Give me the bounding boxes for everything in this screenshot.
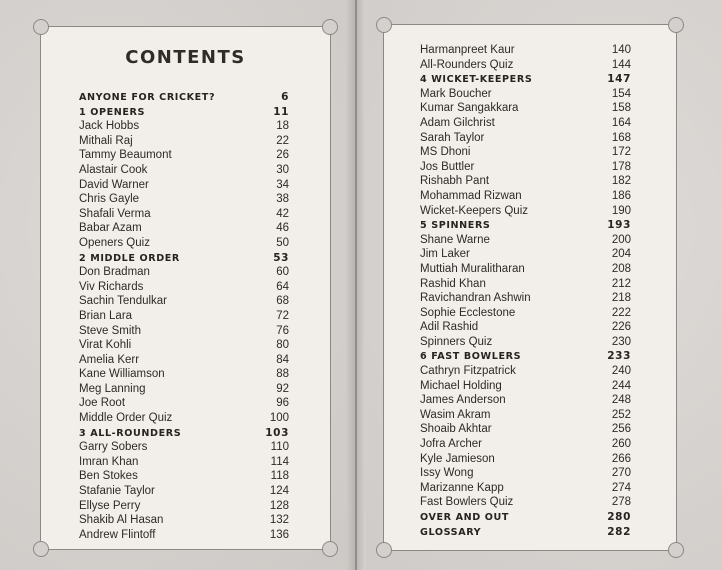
toc-entry <box>79 367 289 382</box>
corner-notch <box>322 19 338 35</box>
toc-entry <box>79 294 289 309</box>
toc-entry <box>420 291 631 306</box>
toc-page-number: 190 <box>611 204 631 217</box>
toc-page-number: 80 <box>276 339 289 352</box>
toc-entry-label: 1 OPENERS <box>79 106 146 118</box>
contents-panel-right <box>383 24 677 551</box>
toc-entry <box>79 163 289 178</box>
toc-entry <box>420 277 631 292</box>
toc-entry-label: Mark Boucher <box>420 87 492 100</box>
toc-list-left <box>79 90 289 542</box>
toc-entry-label: Wicket-Keepers Quiz <box>420 204 529 217</box>
toc-page-number: 34 <box>276 178 289 191</box>
toc-entry <box>420 320 631 335</box>
toc-entry <box>420 422 631 437</box>
toc-section-heading <box>79 251 289 266</box>
corner-notch <box>668 17 684 33</box>
toc-entry-label: Ben Stokes <box>79 470 138 483</box>
toc-entry-label: Meg Lanning <box>79 382 146 395</box>
toc-entry-label: Michael Holding <box>420 379 502 392</box>
toc-entry <box>420 452 631 467</box>
toc-page-number: 204 <box>611 248 631 261</box>
toc-entry-label: Rashid Khan <box>420 277 486 290</box>
toc-entry-label: Babar Azam <box>79 222 142 235</box>
toc-entry <box>79 119 289 134</box>
toc-entry-label: Adil Rashid <box>420 321 479 334</box>
toc-entry <box>420 364 631 379</box>
toc-entry <box>79 396 289 411</box>
toc-entry <box>79 134 289 149</box>
toc-page-number: 154 <box>611 87 631 100</box>
toc-entry-label: Shafali Verma <box>79 207 151 220</box>
toc-entry-label: Muttiah Muralitharan <box>420 262 525 275</box>
corner-notch <box>322 541 338 557</box>
toc-entry-label: Brian Lara <box>79 309 133 322</box>
toc-entry-label: 2 MIDDLE ORDER <box>79 252 180 264</box>
toc-page-number: 132 <box>269 514 289 527</box>
toc-entry <box>79 324 289 339</box>
toc-page-number: 212 <box>611 277 631 290</box>
toc-entry <box>420 481 631 496</box>
toc-entry-label: Shoaib Akhtar <box>420 423 492 436</box>
toc-page-number: 218 <box>611 292 631 305</box>
toc-entry-label: Ellyse Perry <box>79 499 141 512</box>
toc-entry-label: Mithali Raj <box>79 134 133 147</box>
toc-section-heading <box>79 90 289 105</box>
toc-page-number: 256 <box>611 423 631 436</box>
toc-page-number: 76 <box>276 324 289 337</box>
toc-page-number: 88 <box>276 368 289 381</box>
toc-entry <box>79 178 289 193</box>
toc-page-number: 233 <box>607 350 631 363</box>
toc-entry-label: Rishabh Pant <box>420 175 490 188</box>
page-title: CONTENTS <box>125 47 246 68</box>
toc-page-number: 72 <box>276 309 289 322</box>
toc-entry-label: All-Rounders Quiz <box>420 58 514 71</box>
toc-page-number: 140 <box>611 44 631 56</box>
toc-entry-label: David Warner <box>79 178 149 191</box>
toc-entry <box>420 43 631 58</box>
toc-section-heading <box>79 426 289 441</box>
toc-page-number: 103 <box>265 426 289 439</box>
toc-page-number: 22 <box>276 134 289 147</box>
toc-page-number: 182 <box>611 175 631 188</box>
toc-page-number: 158 <box>611 102 631 115</box>
toc-entry-label: Don Bradman <box>79 266 150 279</box>
toc-entry-label: Wasim Akram <box>420 408 491 421</box>
toc-entry <box>79 528 289 543</box>
toc-page-number: 240 <box>611 365 631 378</box>
toc-entry-label: Spinners Quiz <box>420 335 493 348</box>
toc-entry <box>420 174 631 189</box>
toc-entry-label: Jos Buttler <box>420 160 475 173</box>
toc-entry-label: 5 SPINNERS <box>420 220 491 232</box>
toc-entry-label: MS Dhoni <box>420 146 471 159</box>
toc-entry-label: 3 ALL-ROUNDERS <box>79 427 182 439</box>
toc-entry-label: Sophie Ecclestone <box>420 306 516 319</box>
toc-page-number: 226 <box>611 321 631 334</box>
toc-entry <box>79 382 289 397</box>
toc-entry-label: OVER AND OUT <box>420 512 510 523</box>
corner-notch <box>33 19 49 35</box>
toc-entry-label: Jim Laker <box>420 248 470 261</box>
toc-entry-label: Alastair Cook <box>79 163 148 176</box>
toc-entry <box>79 221 289 236</box>
toc-page-number: 11 <box>273 105 289 118</box>
contents-panel-left <box>40 26 331 550</box>
toc-page-number: 260 <box>611 438 631 451</box>
toc-entry-label: Steve Smith <box>79 324 141 337</box>
toc-entry <box>420 335 631 350</box>
toc-page-number: 84 <box>276 353 289 366</box>
toc-entry-label: Cathryn Fitzpatrick <box>420 365 516 378</box>
toc-page-number: 6 <box>281 91 289 103</box>
toc-entry-label: Jofra Archer <box>420 438 482 451</box>
toc-entry-label: Shane Warne <box>420 233 490 246</box>
toc-page-number: 244 <box>611 379 631 392</box>
toc-entry <box>420 247 631 262</box>
toc-entry-label: Middle Order Quiz <box>79 412 173 425</box>
toc-entry <box>79 484 289 499</box>
toc-entry <box>420 495 631 510</box>
toc-page-number: 53 <box>273 251 289 264</box>
toc-page-number: 18 <box>276 120 289 133</box>
toc-entry <box>79 265 289 280</box>
toc-entry-label: Kyle Jamieson <box>420 452 495 465</box>
toc-entry <box>79 280 289 295</box>
corner-notch <box>376 17 392 33</box>
toc-page-number: 200 <box>611 233 631 246</box>
toc-entry-label: Kane Williamson <box>79 368 165 381</box>
toc-entry <box>420 189 631 204</box>
toc-entry <box>79 353 289 368</box>
toc-entry-label: Imran Khan <box>79 455 139 468</box>
toc-page-number: 64 <box>276 280 289 293</box>
toc-entry <box>420 145 631 160</box>
toc-page-number: 92 <box>276 382 289 395</box>
toc-page-number: 164 <box>611 116 631 129</box>
toc-section-heading <box>420 349 631 364</box>
toc-entry-label: Ravichandran Ashwin <box>420 292 531 305</box>
toc-entry-label: 4 WICKET-KEEPERS <box>420 74 533 86</box>
toc-list-right <box>420 43 631 539</box>
toc-entry <box>79 236 289 251</box>
toc-entry-label: James Anderson <box>420 394 506 407</box>
toc-page-number: 178 <box>611 160 631 173</box>
toc-section-heading <box>420 218 631 233</box>
toc-entry-label: ANYONE FOR CRICKET? <box>79 92 216 103</box>
toc-entry-label: Stafanie Taylor <box>79 485 155 498</box>
toc-page-number: 172 <box>611 146 631 159</box>
toc-entry-label: Shakib Al Hasan <box>79 514 164 527</box>
toc-entry-label: Viv Richards <box>79 280 144 293</box>
toc-page-number: 280 <box>607 511 631 523</box>
toc-page-number: 124 <box>269 485 289 498</box>
toc-entry <box>420 131 631 146</box>
toc-page-number: 100 <box>269 412 289 425</box>
toc-entry <box>420 437 631 452</box>
toc-page-number: 42 <box>276 207 289 220</box>
toc-entry-label: Jack Hobbs <box>79 120 140 133</box>
toc-entry-label: Chris Gayle <box>79 193 140 206</box>
toc-page-number: 186 <box>611 189 631 202</box>
toc-page-number: 118 <box>270 470 289 483</box>
toc-page-number: 147 <box>607 73 631 86</box>
toc-entry-label: Tammy Beaumont <box>79 149 172 162</box>
corner-notch <box>33 541 49 557</box>
toc-entry-label: Openers Quiz <box>79 236 150 249</box>
toc-entry <box>420 408 631 423</box>
toc-page-number: 26 <box>276 149 289 162</box>
toc-entry-label: 6 FAST BOWLERS <box>420 351 522 363</box>
toc-page-number: 68 <box>276 295 289 308</box>
toc-entry <box>420 306 631 321</box>
toc-page-number: 230 <box>611 335 631 348</box>
toc-page-number: 222 <box>611 306 631 319</box>
toc-page-number: 50 <box>276 236 289 249</box>
toc-section-heading <box>420 510 631 525</box>
toc-page-number: 168 <box>611 131 631 144</box>
toc-entry <box>79 338 289 353</box>
toc-section-heading <box>420 72 631 87</box>
toc-entry-label: Marizanne Kapp <box>420 481 504 494</box>
toc-entry <box>420 233 631 248</box>
toc-entry-label: Sarah Taylor <box>420 131 485 144</box>
toc-entry <box>420 204 631 219</box>
toc-entry-label: Amelia Kerr <box>79 353 140 366</box>
toc-entry <box>79 455 289 470</box>
toc-entry <box>79 469 289 484</box>
toc-entry-label: GLOSSARY <box>420 526 482 538</box>
toc-page-number: 136 <box>269 528 289 541</box>
toc-entry <box>420 101 631 116</box>
book-gutter <box>346 0 366 570</box>
toc-entry <box>420 393 631 408</box>
toc-entry <box>420 116 631 131</box>
toc-page-number: 274 <box>611 481 631 494</box>
toc-page-number: 46 <box>276 222 289 235</box>
toc-page-number: 60 <box>276 266 289 279</box>
toc-entry <box>79 192 289 207</box>
toc-entry-label: Harmanpreet Kaur <box>420 44 515 56</box>
toc-entry-label: Adam Gilchrist <box>420 116 495 129</box>
toc-entry <box>79 440 289 455</box>
toc-page-number: 110 <box>270 441 289 454</box>
corner-notch <box>668 542 684 558</box>
toc-entry-label: Virat Kohli <box>79 339 132 352</box>
toc-entry <box>420 87 631 102</box>
toc-page-number: 144 <box>611 58 631 71</box>
toc-page-number: 96 <box>276 397 289 410</box>
toc-page-number: 248 <box>611 394 631 407</box>
toc-entry <box>420 58 631 73</box>
toc-page-number: 114 <box>270 455 289 468</box>
corner-notch <box>376 542 392 558</box>
toc-entry-label: Andrew Flintoff <box>79 528 156 541</box>
toc-section-heading <box>79 105 289 120</box>
toc-page-number: 278 <box>611 496 631 509</box>
toc-page-number: 252 <box>611 408 631 421</box>
toc-entry <box>79 513 289 528</box>
toc-page-number: 282 <box>607 525 631 538</box>
toc-entry <box>420 379 631 394</box>
toc-entry-label: Joe Root <box>79 397 126 410</box>
toc-entry <box>79 499 289 514</box>
toc-section-heading <box>420 525 631 540</box>
toc-entry-label: Fast Bowlers Quiz <box>420 496 514 509</box>
toc-page-number: 270 <box>611 467 631 480</box>
toc-entry-label: Sachin Tendulkar <box>79 295 168 308</box>
toc-entry <box>79 309 289 324</box>
toc-page-number: 38 <box>276 193 289 206</box>
toc-page-number: 128 <box>269 499 289 512</box>
toc-page-number: 30 <box>276 163 289 176</box>
toc-entry-label: Garry Sobers <box>79 441 148 454</box>
toc-entry <box>420 262 631 277</box>
toc-entry <box>420 466 631 481</box>
toc-page-number: 266 <box>611 452 631 465</box>
toc-entry <box>79 411 289 426</box>
toc-entry-label: Issy Wong <box>420 467 474 480</box>
toc-entry <box>79 207 289 222</box>
toc-page-number: 208 <box>611 262 631 275</box>
toc-entry-label: Kumar Sangakkara <box>420 102 519 115</box>
toc-entry <box>79 148 289 163</box>
toc-page-number: 193 <box>607 219 631 232</box>
toc-entry <box>420 160 631 175</box>
toc-entry-label: Mohammad Rizwan <box>420 189 522 202</box>
